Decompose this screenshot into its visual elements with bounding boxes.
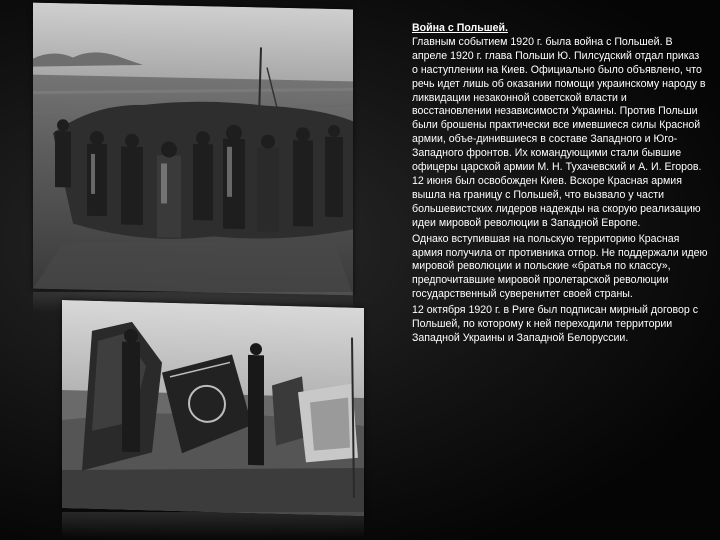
- article-paragraph: Главным событием 1920 г. была война с Польшей. В апреле 1920 г. глава Польши Ю. Пилсудский отдал приказ о наступлении на Киев. Официально было объявлено, что речь идет лишь об оказании помощи украинскому народу в ликвидации незаконной советской власти и восстановлении независимости Украины. Против Польши были брошены практически все имевшиеся силы Красной армии, объе-динившиеся в составе Западного и Юго-Западного фронтов. Их командующими стали бывшие офицеры царской армии М. Н. Тухачевский и А. И. Егоров. 12 июня был освобожден Киев. Вскоре Красная армия вышла на границу с Польшей, что вызвало у части большевистских лидеров надежды на скорую реализацию идеи мировой революции в Западной Европе.: [412, 35, 706, 229]
- photo-marching-soldiers: [33, 3, 353, 296]
- photo-reflection: [62, 512, 364, 538]
- article-title: Война с Польшей.: [412, 22, 508, 34]
- article-text: [412, 22, 708, 348]
- article-paragraph: 12 октября 1920 г. в Риге был подписан мирный договор с Польшей, по которому к ней переходили территории Западной Украины и Западной Белоруссии.: [412, 304, 699, 344]
- photo-captured-banners: [62, 300, 364, 516]
- article-paragraph: Однако вступившая на польскую территорию Красная армия получила от противника отпор. Не поддержали идею мировой революции и польские «братья по классу», предпочитавшие мировой пролетарской революции государственный суверенитет своей страны.: [412, 232, 708, 301]
